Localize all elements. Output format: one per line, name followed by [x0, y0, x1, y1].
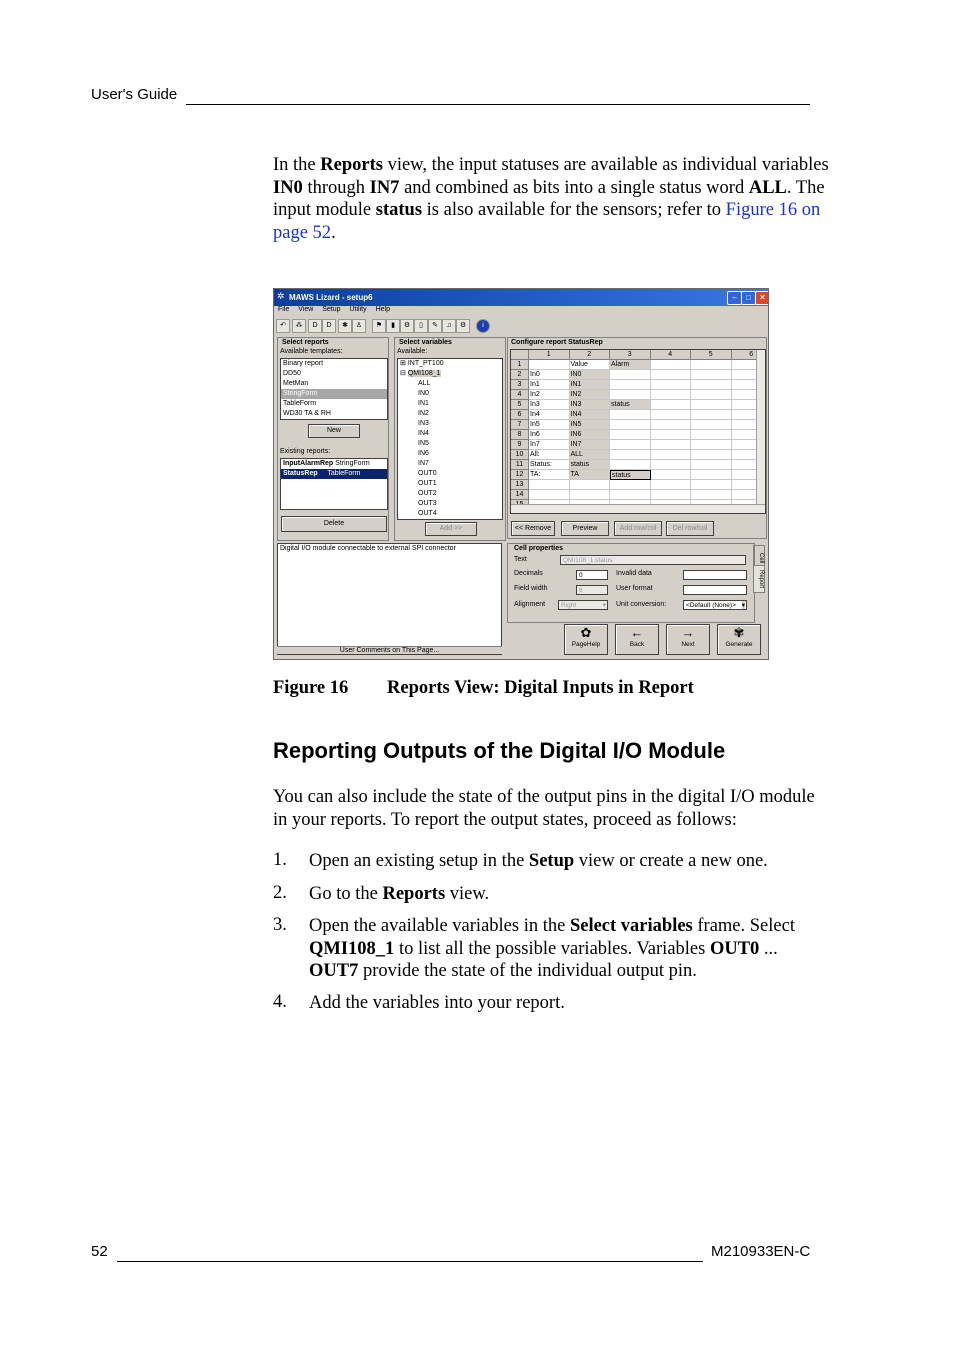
grid-cell[interactable] — [691, 420, 732, 430]
available-variables-label: Available: — [397, 348, 428, 355]
step-number: 3. — [273, 915, 287, 935]
grid-cell[interactable] — [610, 460, 651, 470]
tree-leaf[interactable]: OUT3 — [418, 500, 437, 507]
tree-node[interactable]: ⊞ INT_PT100 — [400, 360, 444, 367]
grid-cell[interactable] — [610, 370, 651, 380]
grid-cell[interactable]: In4 — [529, 410, 570, 420]
help-icon: ✿ — [580, 625, 592, 640]
grid-cell[interactable] — [691, 390, 732, 400]
info-icon[interactable]: i — [476, 319, 490, 333]
add-variable-button[interactable]: Add >> — [425, 522, 477, 536]
grid-cell[interactable]: In2 — [529, 390, 570, 400]
meter-icon[interactable]: ▮ — [386, 319, 400, 333]
invalid-data-field[interactable] — [683, 570, 747, 580]
alignment-select[interactable]: Right ▾ — [558, 600, 608, 610]
configure-report-frame — [507, 337, 767, 539]
tree-leaf[interactable]: OUT4 — [418, 510, 437, 517]
tree-leaf[interactable]: IN6 — [418, 450, 429, 457]
intro-paragraph: In the Reports view, the input statuses are available as individual variables IN0 through IN7 and combined as bits into a single status word ALL. The input module status is also available for the sensors; refer to Figure 16 on page 52. — [273, 155, 829, 243]
arrow-icon[interactable]: ↶ — [276, 319, 290, 333]
menu-view[interactable]: View — [298, 306, 314, 313]
grid-cell[interactable] — [610, 430, 651, 440]
grid-cell[interactable] — [610, 420, 651, 430]
grid-vertical-scrollbar[interactable] — [756, 350, 765, 513]
step-text: Add the variables into your report. — [309, 993, 565, 1013]
step-number: 2. — [273, 883, 287, 903]
grid-cell[interactable]: status — [610, 400, 651, 410]
select-variables-frame — [394, 337, 506, 541]
chevron-down-icon: ▾ — [741, 602, 745, 609]
tree-leaf[interactable]: IN3 — [418, 420, 429, 427]
grid-cell[interactable] — [529, 480, 570, 490]
grid-cell[interactable] — [651, 450, 692, 460]
title-bar — [274, 289, 768, 306]
select-variables-title: Select variables — [399, 339, 452, 346]
grid-cell[interactable] — [610, 480, 651, 490]
grid-column-header[interactable]: 4 — [651, 350, 692, 360]
menu-bar — [274, 306, 768, 317]
tree-leaf[interactable]: ALL — [418, 380, 431, 387]
menu-help[interactable]: Help — [375, 306, 390, 313]
grid-cell[interactable] — [651, 390, 692, 400]
grid-cell[interactable] — [651, 370, 692, 380]
grid-cell[interactable] — [691, 480, 732, 490]
invalid-data-label: Invalid data — [616, 570, 652, 577]
grid-column-header[interactable]: 3 — [610, 350, 651, 360]
menu-setup[interactable]: Setup — [322, 306, 341, 313]
person-icon[interactable]: ♙ — [352, 319, 366, 333]
grid-row-header[interactable]: 5 — [511, 400, 529, 410]
doc-icon[interactable]: ▯ — [414, 319, 428, 333]
grid-cell[interactable] — [691, 360, 732, 370]
tree-leaf[interactable]: IN0 — [418, 390, 429, 397]
grid-cell[interactable]: In0 — [529, 370, 570, 380]
grid-cell[interactable] — [691, 440, 732, 450]
grid-cell[interactable] — [651, 410, 692, 420]
pagehelp-button[interactable]: ✿ PageHelp — [564, 624, 608, 655]
window-title: MAWS Lizard - setup6 — [289, 293, 373, 302]
grid-row-header[interactable]: 9 — [511, 440, 529, 450]
grid-cell[interactable] — [691, 380, 732, 390]
menu-file[interactable]: File — [278, 306, 290, 313]
chevron-down-icon: ▾ — [602, 602, 606, 609]
grid-cell[interactable]: IN4 — [570, 410, 611, 420]
grid-row-header[interactable]: 10 — [511, 450, 529, 460]
grid-corner[interactable] — [511, 350, 529, 360]
grid-cell[interactable]: IN6 — [570, 430, 611, 440]
network-icon[interactable]: ⁂ — [292, 319, 306, 333]
grid-row-header[interactable]: 6 — [511, 410, 529, 420]
gears-icon: ✾ — [733, 625, 745, 640]
step-number: 4. — [273, 992, 287, 1012]
pen-icon[interactable]: ✎ — [428, 319, 442, 333]
template-item-selected[interactable]: StringForm — [281, 389, 387, 399]
comment-footer[interactable]: User Comments on This Page... — [277, 646, 502, 654]
text-field[interactable]: QMI108_1.status — [560, 555, 746, 565]
unit-conversion-select[interactable]: <Default (None)> ▾ — [683, 600, 747, 610]
user-format-field[interactable] — [683, 585, 747, 595]
grid-cell[interactable] — [651, 420, 692, 430]
grid-cell[interactable] — [610, 390, 651, 400]
delete-report-button[interactable]: Delete — [281, 516, 387, 532]
configure-report-title: Configure report StatusRep — [511, 339, 603, 346]
grid-cell[interactable] — [529, 490, 570, 500]
tree-leaf[interactable]: IN2 — [418, 410, 429, 417]
grid-cell[interactable] — [610, 410, 651, 420]
antenna-icon[interactable]: ✱ — [338, 319, 352, 333]
grid-cell[interactable] — [610, 380, 651, 390]
cell-properties-title: Cell properties — [514, 545, 564, 552]
field-width-field[interactable]: 6 — [576, 585, 608, 595]
grid-cell[interactable]: TA — [570, 470, 611, 480]
menu-utility[interactable]: Utility — [349, 306, 367, 313]
grid-cell[interactable]: ALL — [570, 450, 611, 460]
generate-button[interactable]: ✾ Generate — [717, 624, 761, 655]
template-item[interactable]: Binary report — [283, 360, 324, 367]
template-item[interactable]: TableForm — [283, 400, 317, 407]
grid-cell[interactable]: All: — [529, 450, 570, 460]
grid-column-header[interactable]: 6 — [732, 350, 767, 360]
grid-row-header[interactable]: 1 — [511, 360, 529, 370]
header-rule — [186, 104, 810, 105]
footer-rule — [117, 1261, 703, 1262]
grid-cell[interactable]: IN1 — [570, 380, 611, 390]
grid-cell[interactable] — [651, 430, 692, 440]
grid-cell[interactable] — [691, 450, 732, 460]
grid-cell[interactable] — [691, 410, 732, 420]
remove-button[interactable]: << Remove — [511, 521, 555, 536]
flag-icon[interactable]: ⚑ — [372, 319, 386, 333]
tab-cell[interactable]: Cell — [753, 545, 765, 571]
step-number: 1. — [273, 850, 287, 870]
available-templates-label: Available templates: — [280, 348, 343, 355]
grid-cell[interactable] — [651, 440, 692, 450]
step-text: Go to the Reports view. — [309, 884, 490, 904]
grid-cell[interactable] — [651, 360, 692, 370]
grid-cell[interactable]: IN2 — [570, 390, 611, 400]
existing-report-item-selected[interactable]: StatusRep TableForm — [281, 469, 387, 479]
select-reports-frame — [277, 337, 389, 541]
grid-row-header[interactable]: 13 — [511, 480, 529, 490]
grid-cell[interactable] — [651, 490, 692, 500]
preview-button[interactable]: Preview — [561, 521, 609, 536]
grid-row-header[interactable]: 12 — [511, 470, 529, 480]
figure-link[interactable]: Figure 16 on page 52 — [273, 200, 821, 243]
grid-horizontal-scrollbar[interactable] — [511, 504, 765, 513]
template-item[interactable]: WD30 TA & RH — [283, 410, 331, 417]
text-label: Text — [514, 556, 527, 563]
existing-reports-list[interactable] — [280, 458, 388, 510]
next-button[interactable]: → Next — [666, 624, 710, 655]
page-number: 52 — [91, 1243, 108, 1260]
template-item[interactable]: DD50 — [283, 370, 301, 377]
grid-cell[interactable] — [651, 480, 692, 490]
grid-cell[interactable] — [610, 450, 651, 460]
grid-cell[interactable] — [651, 460, 692, 470]
grid-cell[interactable]: In3 — [529, 400, 570, 410]
template-item[interactable]: MetMan — [283, 380, 309, 387]
grid-cell[interactable]: In7 — [529, 440, 570, 450]
grid-row-header[interactable]: 11 — [511, 460, 529, 470]
alignment-label: Alignment — [514, 601, 546, 608]
outputs-paragraph: You can also include the state of the output pins in the digital I/O module in your reports. To report the output states, proceed as follows: — [273, 787, 815, 830]
grid-cell[interactable] — [529, 360, 570, 370]
dev-icon[interactable]: D — [308, 319, 322, 333]
tree-leaf[interactable]: OUT1 — [418, 480, 437, 487]
section-heading: Reporting Outputs of the Digital I/O Module — [273, 738, 726, 763]
grid-cell[interactable]: In1 — [529, 380, 570, 390]
grid-row-header[interactable]: 7 — [511, 420, 529, 430]
unit-conversion-label: Unit conversion: — [616, 601, 667, 608]
tree-leaf[interactable]: IN1 — [418, 400, 429, 407]
arrow-right-icon: → — [681, 625, 695, 640]
bell-icon[interactable]: ♫ — [442, 319, 456, 333]
dev2-icon[interactable]: D — [322, 319, 336, 333]
report-grid[interactable] — [510, 349, 766, 514]
grid-cell[interactable]: Value — [570, 360, 611, 370]
route-icon[interactable]: ⚙ — [400, 319, 414, 333]
grid-cell[interactable] — [651, 470, 692, 480]
grid-cell[interactable]: In6 — [529, 430, 570, 440]
existing-report-item[interactable]: InputAlarmRep StringForm — [283, 460, 370, 467]
grid-cell[interactable] — [651, 380, 692, 390]
grid-cell[interactable] — [691, 470, 732, 480]
grid-cell[interactable]: IN3 — [570, 400, 611, 410]
grid-cell[interactable]: IN5 — [570, 420, 611, 430]
app-window-screenshot — [273, 288, 769, 660]
comment-box[interactable] — [277, 543, 502, 655]
document-code: M210933EN-C — [711, 1243, 811, 1260]
grid-row-header[interactable]: 3 — [511, 380, 529, 390]
grid-cell[interactable]: In5 — [529, 420, 570, 430]
existing-reports-label: Existing reports: — [280, 448, 331, 455]
tree-node-expanded[interactable]: ⊟ QMI108_1 — [400, 370, 441, 377]
grid-row-header[interactable]: 14 — [511, 490, 529, 500]
grid-row-header[interactable]: 2 — [511, 370, 529, 380]
grid-cell[interactable] — [691, 430, 732, 440]
step-text: Open the available variables in the Select variables frame. Select QMI108_1 to list all the possible variables. Variables OUT0 ... OUT7 provide the state of the individual output pin. — [309, 916, 795, 981]
decimals-label: Decimals — [514, 570, 543, 577]
user-format-label: User format — [616, 585, 653, 592]
grid-cell[interactable]: IN0 — [570, 370, 611, 380]
templates-list[interactable] — [280, 358, 388, 420]
grid-cell[interactable] — [570, 480, 611, 490]
tree-leaf[interactable]: OUT2 — [418, 490, 437, 497]
arrow-left-icon: ← — [630, 625, 644, 640]
gear-icon[interactable]: ⚙ — [456, 319, 470, 333]
new-report-button[interactable]: New — [308, 424, 360, 438]
grid-cell[interactable]: TA: — [529, 470, 570, 480]
grid-cell[interactable] — [610, 490, 651, 500]
figure-caption — [273, 678, 694, 699]
page-header: User's Guide — [91, 86, 178, 103]
del-rowcol-button[interactable]: Del row/col — [666, 521, 714, 536]
grid-row-header[interactable]: 4 — [511, 390, 529, 400]
tree-leaf[interactable]: IN5 — [418, 440, 429, 447]
cell-properties-frame — [507, 543, 755, 623]
select-reports-title: Select reports — [282, 339, 329, 346]
variables-tree[interactable] — [397, 358, 503, 520]
figure-number: Figure 16 — [273, 678, 349, 698]
decimals-field[interactable]: 0 — [576, 570, 608, 580]
field-width-label: Field width — [514, 585, 548, 592]
grid-cell[interactable] — [691, 460, 732, 470]
grid-cell[interactable]: Alarm — [610, 360, 651, 370]
tree-leaf[interactable]: OUT0 — [418, 470, 437, 477]
tab-report[interactable]: Report — [753, 565, 765, 593]
grid-cell[interactable]: status — [610, 470, 651, 480]
back-button[interactable]: ← Back — [615, 624, 659, 655]
step-text: Open an existing setup in the Setup view or create a new one. — [309, 851, 768, 871]
figure-title: Reports View: Digital Inputs in Report — [387, 678, 694, 698]
maximize-button[interactable]: □ — [741, 291, 756, 305]
grid-column-header[interactable]: 2 — [570, 350, 611, 360]
minimize-button[interactable]: – — [727, 291, 742, 305]
tree-leaf[interactable]: IN7 — [418, 460, 429, 467]
grid-cell[interactable]: Status: — [529, 460, 570, 470]
grid-cell[interactable]: IN7 — [570, 440, 611, 450]
grid-cell[interactable] — [570, 490, 611, 500]
app-icon: ✲ — [277, 291, 285, 301]
grid-column-header[interactable]: 1 — [529, 350, 570, 360]
close-button[interactable]: ✕ — [755, 291, 769, 305]
grid-cell[interactable] — [691, 370, 732, 380]
grid-cell[interactable] — [610, 440, 651, 450]
grid-column-header[interactable]: 5 — [691, 350, 732, 360]
grid-cell[interactable]: status — [570, 460, 611, 470]
grid-cell[interactable] — [691, 490, 732, 500]
grid-cell[interactable] — [691, 400, 732, 410]
add-rowcol-button[interactable]: Add row/col — [614, 521, 662, 536]
comment-text: Digital I/O module connectable to external SPI connector — [280, 545, 456, 552]
grid-row-header[interactable]: 8 — [511, 430, 529, 440]
tree-leaf[interactable]: IN4 — [418, 430, 429, 437]
grid-cell[interactable] — [651, 400, 692, 410]
